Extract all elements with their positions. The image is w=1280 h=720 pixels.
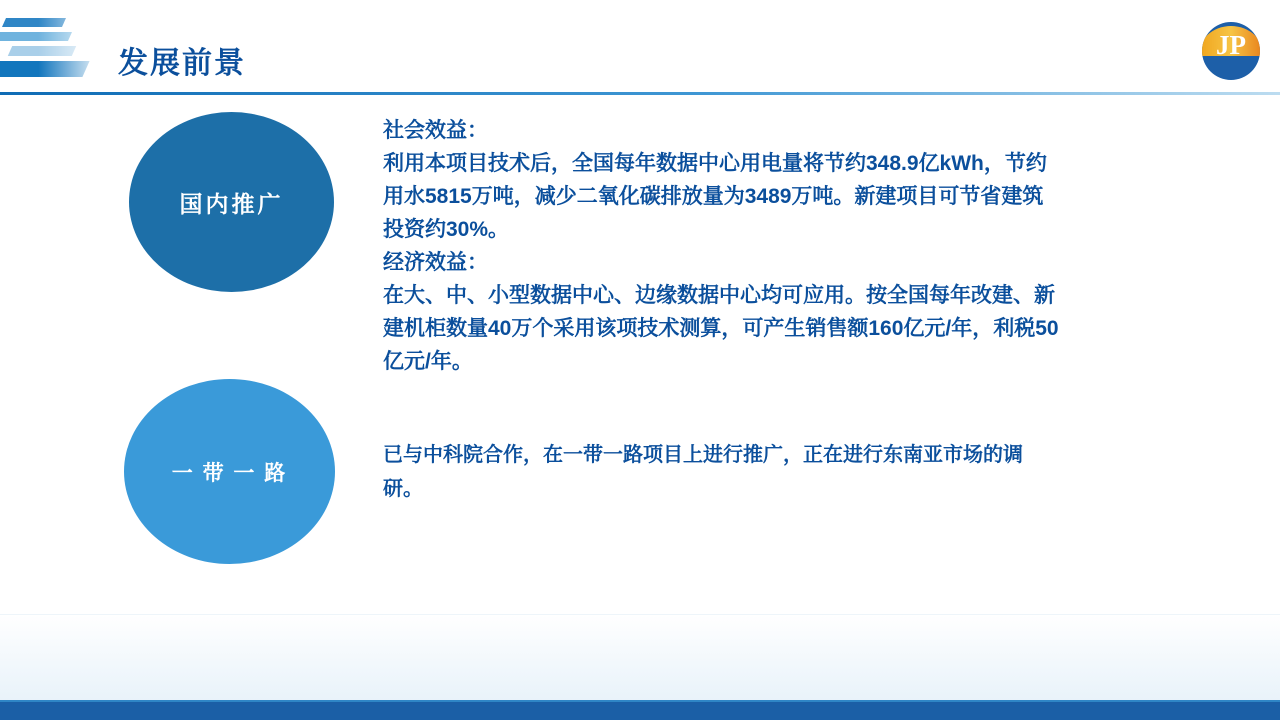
footer-band <box>0 614 1280 703</box>
footer-bar <box>0 702 1280 720</box>
company-logo <box>1202 22 1260 80</box>
decor-fade <box>0 0 96 94</box>
page-title: 发展前景 <box>118 47 246 80</box>
slide-header <box>0 0 1280 94</box>
bubble-label: 一 带 一 路 <box>171 461 288 485</box>
slide-content <box>0 94 1280 614</box>
text-line: 经济效益： <box>383 251 488 274</box>
section-bubble-belt-and-road <box>124 379 335 564</box>
logo-glyph: JP <box>1216 30 1246 60</box>
header-decoration <box>0 0 96 94</box>
text-line: 利用本项目技术后，全国每年数据中心用电量将节约348.9亿kWh，节约用水5815万吨，减少二氧化碳排放量为3489万吨。新建项目可节省建筑投资约30%。 <box>383 152 1047 241</box>
text-line: 社会效益： <box>383 119 488 142</box>
section-text-domestic <box>383 114 1063 378</box>
section-text-belt-and-road <box>383 438 1043 506</box>
section-bubble-domestic <box>129 112 334 292</box>
text-line: 已与中科院合作，在一带一路项目上进行推广，正在进行东南亚市场的调研。 <box>383 444 1023 500</box>
bubble-label: 国内推广 <box>179 190 284 217</box>
text-line: 在大、中、小型数据中心、边缘数据中心均可应用。按全国每年改建、新建机柜数量40万个采用该项技术测算，可产生销售额160亿元/年，利税50亿元/年。 <box>383 284 1059 373</box>
